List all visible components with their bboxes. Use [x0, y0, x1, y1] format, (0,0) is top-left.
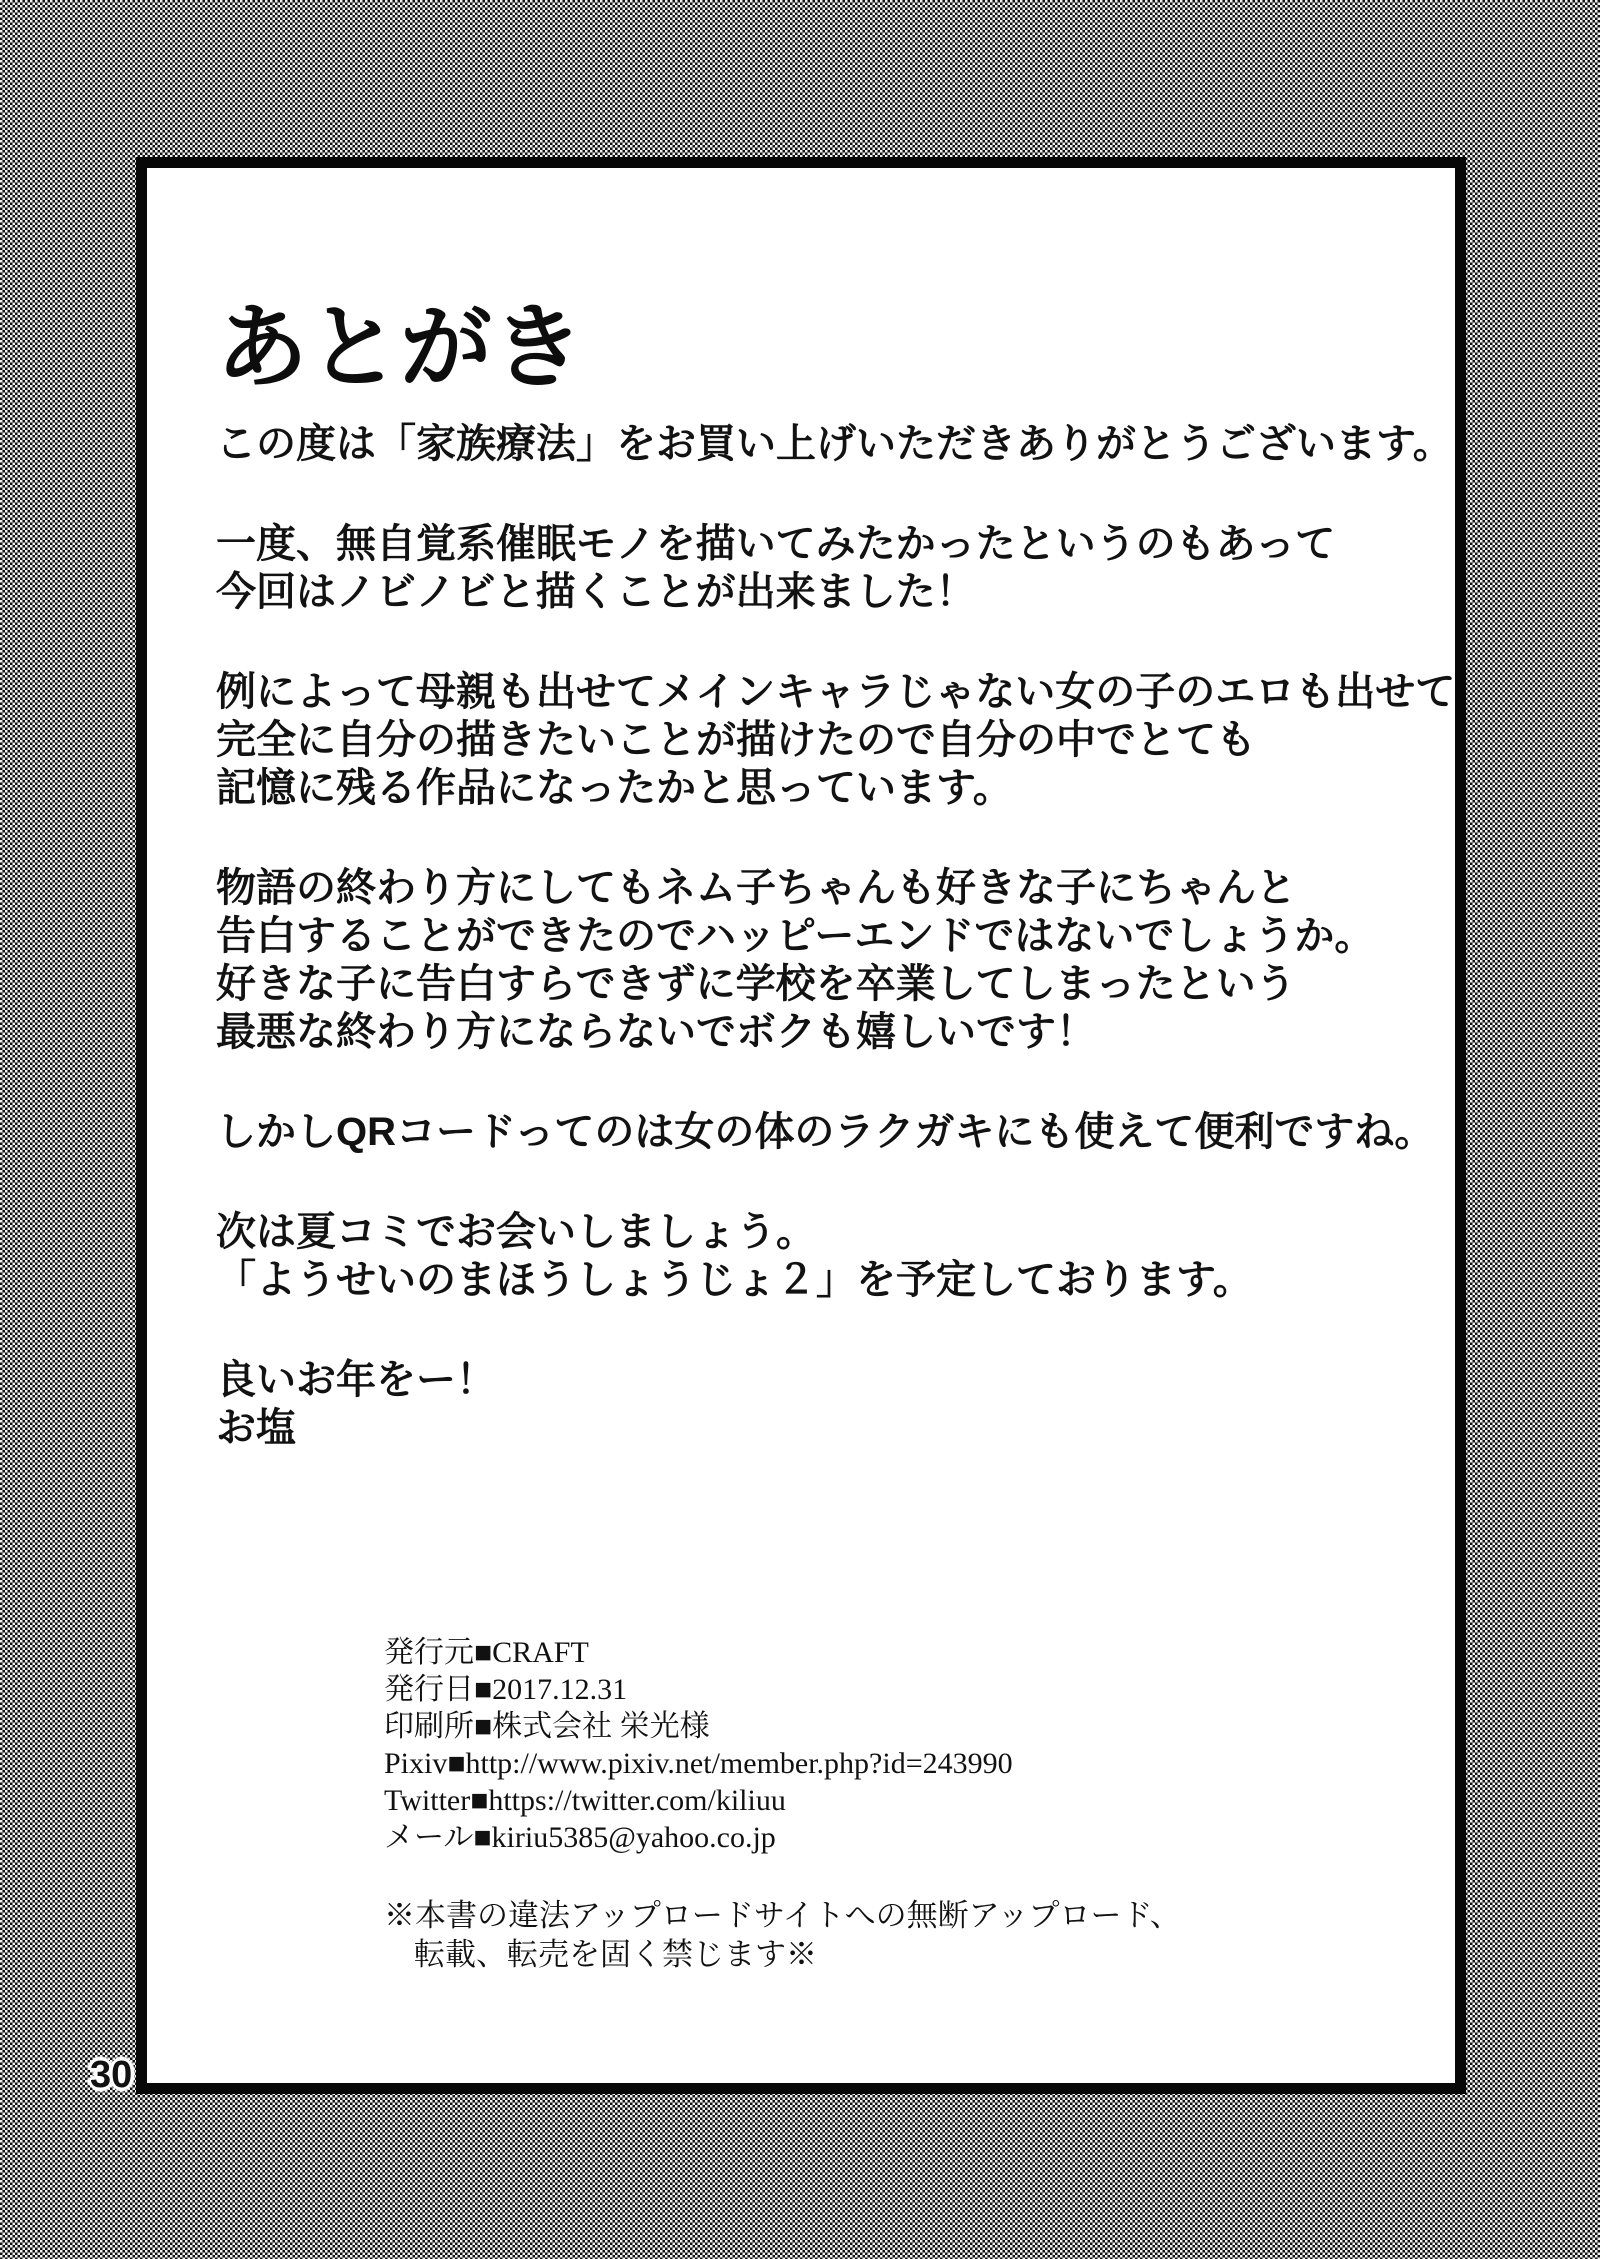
text-line: この度は「家族療法」をお買い上げいただきありがとうございます。: [216, 422, 1453, 466]
piracy-disclaimer: [384, 1896, 1455, 1974]
black-square-separator-icon: ■: [470, 1784, 489, 1817]
text-line: 「ようせいのまほうしょうじょ２」を予定しております。: [216, 1258, 1253, 1302]
paragraph: [216, 520, 1455, 616]
text-line: 最悪な終わり方にならないでボクも嬉しいです！: [216, 1010, 1096, 1054]
text-line: 一度、無自覚系催眠モノを描いてみたかったというのもあって: [216, 522, 1336, 566]
text-line: 完全に自分の描きたいことが描けたので自分の中でとても: [216, 718, 1256, 762]
text-line: 例によって母親も出せてメインキャラじゃない女の子のエロも出せて: [216, 670, 1456, 714]
disclaimer-line: ※本書の違法アップロードサイトへの無断アップロード、: [384, 1898, 1181, 1933]
black-square-separator-icon: ■: [473, 1821, 492, 1854]
afterword-title: あとがき: [216, 297, 585, 399]
paragraph: [216, 1108, 1455, 1156]
black-square-separator-icon: ■: [447, 1747, 466, 1780]
colophon-row-publisher: [384, 1634, 1455, 1671]
paragraph: [216, 1356, 1455, 1452]
page-content: [147, 168, 1455, 1974]
text-line: 好きな子に告白すらできずに学校を卒業してしまったという: [216, 962, 1296, 1006]
text-line: 良いお年をー！: [216, 1358, 496, 1402]
page-number: 30: [90, 2054, 133, 2096]
paragraph: [216, 668, 1455, 812]
colophon-row-email: [384, 1819, 1455, 1856]
colophon-row-printer: [384, 1708, 1455, 1745]
colophon: [384, 1634, 1455, 1856]
black-square-separator-icon: ■: [474, 1673, 493, 1706]
colophon-value: CRAFT: [492, 1636, 589, 1669]
colophon-label: 発行日: [384, 1673, 474, 1706]
text-line: 次は夏コミでお会いしましょう。: [216, 1210, 816, 1254]
colophon-label: メール: [384, 1821, 474, 1854]
email-address: kiriu5385@yahoo.co.jp: [491, 1821, 776, 1854]
colophon-label: 印刷所: [384, 1710, 474, 1743]
text-line: しかしQRコードってのは女の体のラクガキにも使えて便利ですね。: [216, 1110, 1435, 1154]
text-line: 記憶に残る作品になったかと思っています。: [216, 766, 1013, 810]
black-square-separator-icon: ■: [474, 1710, 493, 1743]
author-signature: お塩: [216, 1406, 296, 1450]
text-line: 今回はノビノビと描くことが出来ました！: [216, 570, 976, 614]
colophon-value: 2017.12.31: [492, 1673, 628, 1706]
colophon-label: Pixiv: [384, 1747, 448, 1780]
text-line: 告白することができたのでハッピーエンドではないでしょうか。: [216, 914, 1375, 958]
pixiv-url: http://www.pixiv.net/member.php?id=243990: [465, 1747, 1013, 1780]
book-page: [136, 157, 1466, 2094]
colophon-row-date: [384, 1671, 1455, 1708]
colophon-row-pixiv: [384, 1745, 1455, 1782]
text-line: 物語の終わり方にしてもネム子ちゃんも好きな子にちゃんと: [216, 866, 1296, 910]
colophon-row-twitter: [384, 1782, 1455, 1819]
disclaimer-line: 転載、転売を固く禁じます※: [414, 1937, 817, 1972]
paragraph: [216, 864, 1455, 1056]
colophon-value: 株式会社 栄光様: [492, 1710, 710, 1743]
black-square-separator-icon: ■: [474, 1636, 493, 1669]
colophon-label: Twitter: [384, 1784, 471, 1817]
paragraph: [216, 1208, 1455, 1304]
colophon-label: 発行元: [384, 1636, 474, 1669]
paragraph: [216, 420, 1455, 468]
twitter-url: https://twitter.com/kiliuu: [488, 1784, 786, 1817]
